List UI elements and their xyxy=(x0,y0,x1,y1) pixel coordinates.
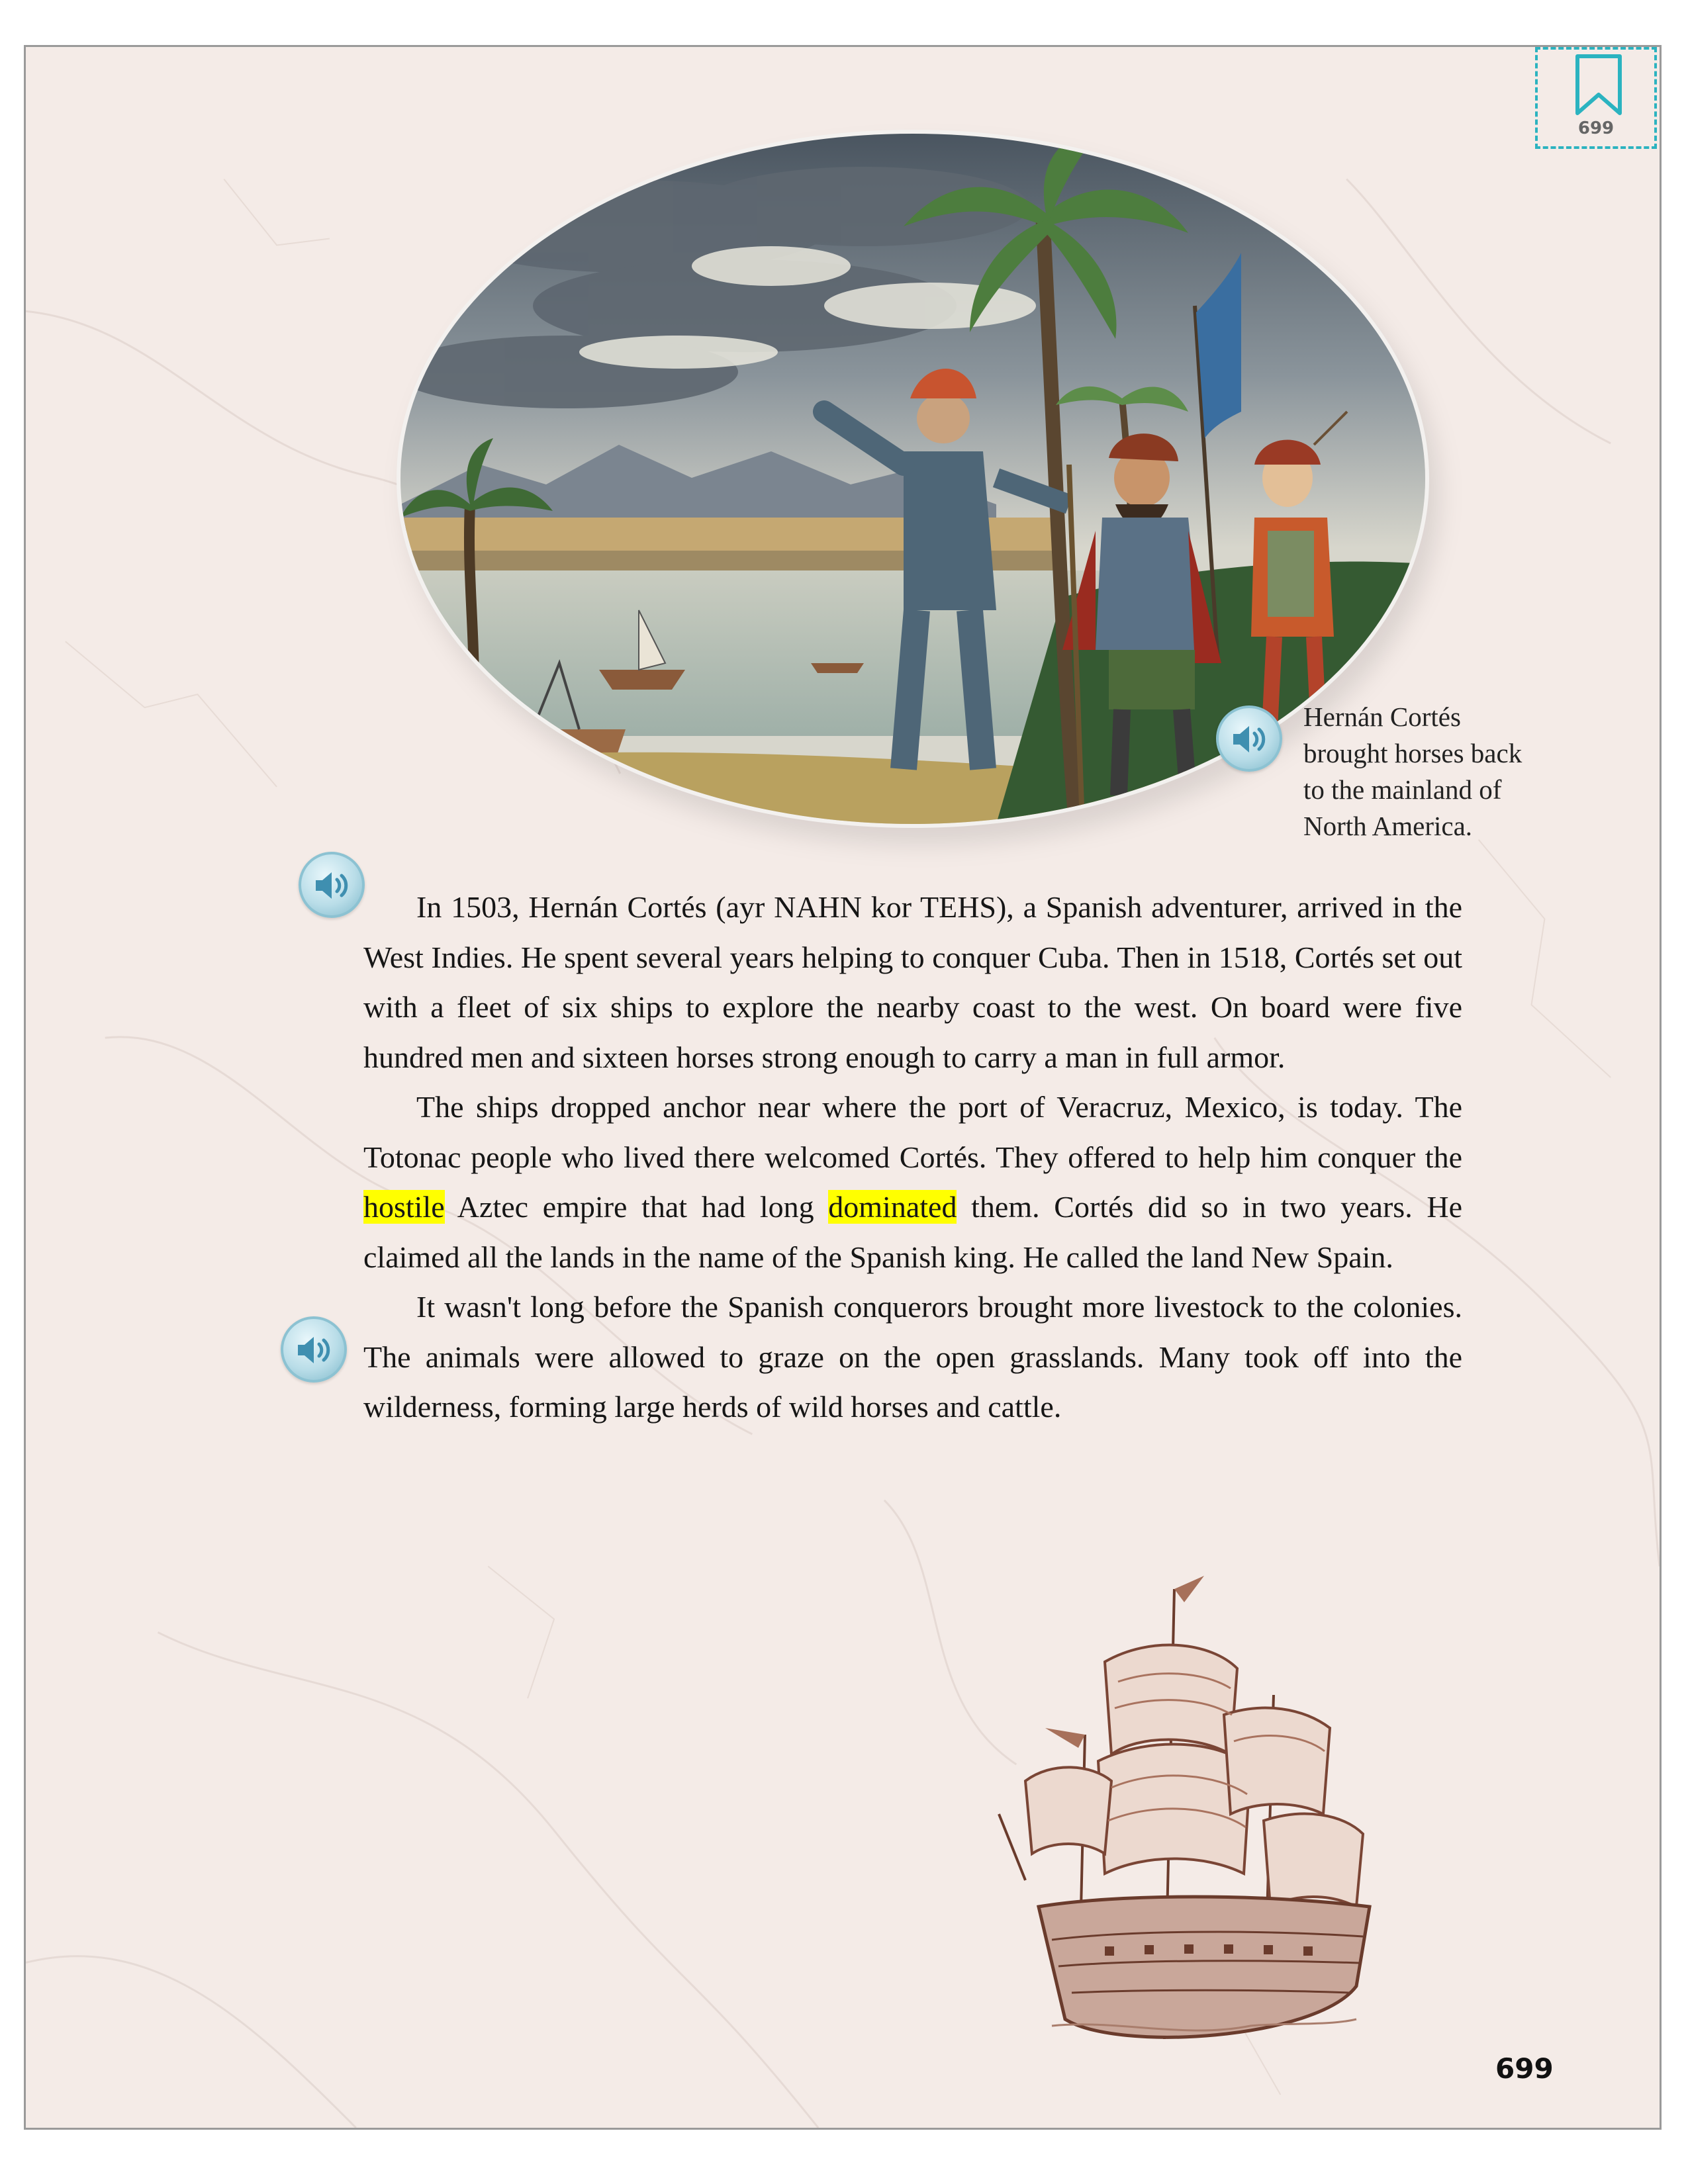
speaker-icon xyxy=(295,1334,334,1367)
paragraph-audio-button[interactable] xyxy=(281,1316,347,1383)
paragraph-2-text: Aztec empire that had long xyxy=(444,1190,829,1224)
book-page xyxy=(24,45,1662,2130)
paragraph-2-text: The ships dropped anchor near where the port of Veracruz, Mexico, is today. The Totonac people who lived there welcomed Cortés. They offered to help him conquer the xyxy=(363,1090,1462,1174)
caption-line: North America. xyxy=(1303,811,1473,841)
bookmark-page-label: 699 xyxy=(1577,118,1615,138)
vocab-word-hostile[interactable]: hostile xyxy=(363,1190,445,1224)
paragraph-audio-button[interactable] xyxy=(299,852,365,918)
paragraph-3: It wasn't long before the Spanish conquerors brought more livestock to the colonies. The animals were allowed to graze on the open grasslands. Many took off into the wilderness, forming large herds of wild horses and cattle. xyxy=(363,1290,1462,1424)
galleon-ship-illustration xyxy=(986,1563,1396,2066)
caption-line: brought horses back xyxy=(1303,738,1523,768)
caption-audio-button[interactable] xyxy=(1216,705,1282,772)
caption-line: Hernán Cortés xyxy=(1303,702,1461,732)
bookmark-icon xyxy=(1572,54,1625,117)
body-text xyxy=(363,882,1462,1432)
bookmark-button[interactable] xyxy=(1535,47,1657,149)
page-number: 699 xyxy=(1495,2052,1554,2085)
paragraph-1: In 1503, Hernán Cortés (ayr NAHN kor TEHS), a Spanish adventurer, arrived in the West Indies. He spent several years helping to conquer Cuba. Then in 1518, Cortés set out with a fleet of six ships to explore the nearby coast to the west. On board were five hundred men and sixteen horses strong enough to carry a man in full armor. xyxy=(363,890,1462,1074)
paragraph-2-text: them. Cortés did so in two years. He claimed all the lands in the name of the Spanish king. He called the land New Spain. xyxy=(363,1190,1462,1274)
speaker-icon xyxy=(1231,723,1269,756)
speaker-icon xyxy=(313,869,352,902)
caption-line: to the mainland of xyxy=(1303,774,1502,805)
paragraph-2 xyxy=(363,1082,1462,1282)
illustration-caption xyxy=(1303,699,1581,844)
vocab-word-dominated[interactable]: dominated xyxy=(828,1190,957,1224)
